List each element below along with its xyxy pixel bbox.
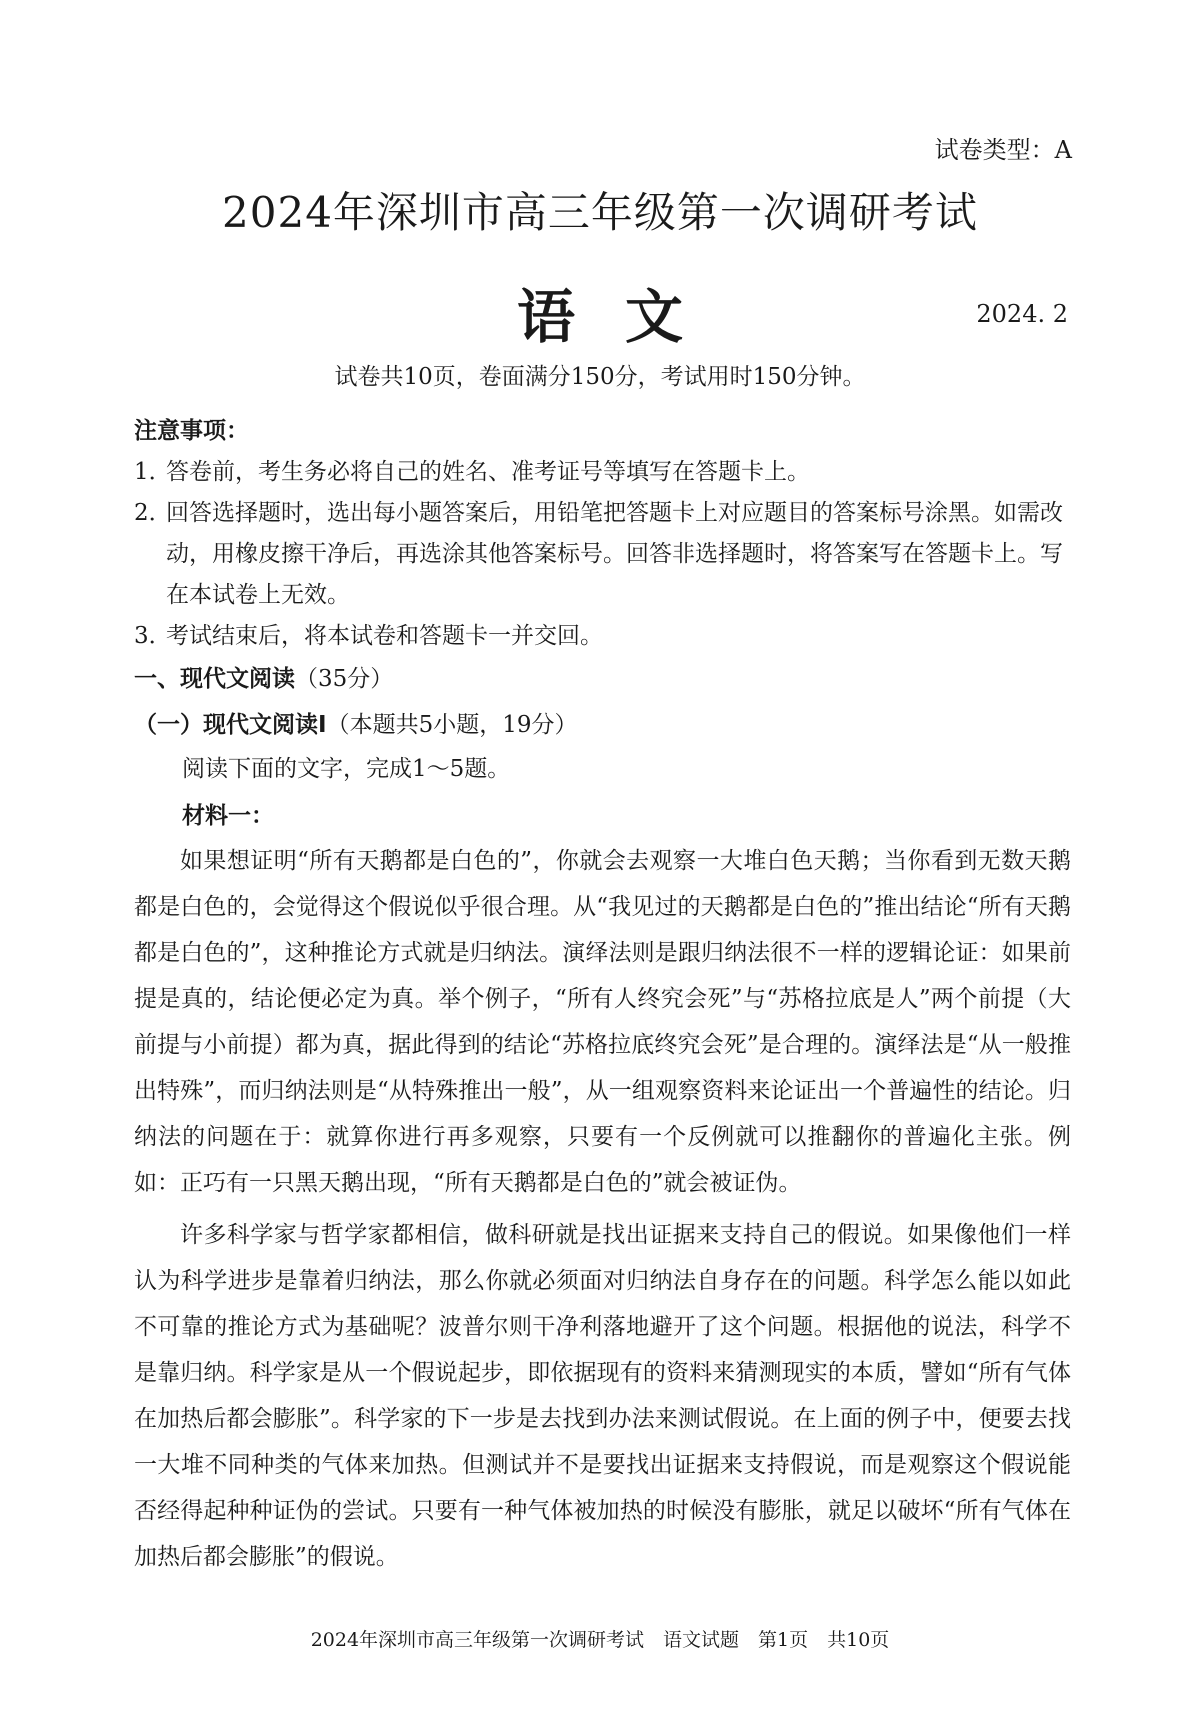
- paper-type: 试卷类型：A: [934, 136, 1072, 164]
- notice-number: 2．: [134, 500, 172, 526]
- notice-list: [134, 452, 1074, 657]
- notice-number: 3．: [134, 623, 172, 649]
- notice-item: [134, 493, 1074, 616]
- passage-paragraph: 许多科学家与哲学家都相信，做科研就是找出证据来支持自己的假说。如果像他们一样认为科学进步是靠着归纳法，那么你就必须面对归纳法自身存在的问题。科学怎么能以如此不可靠的推论方式为基础呢？波普尔则干净利落地避开了这个问题。根据他的说法，科学不是靠归纳。科学家是从一个假说起步，即依据现有的资料来猜测现实的本质，譬如“所有气体在加热后都会膨胀”。科学家的下一步是去找到办法来测试假说。在上面的例子中，便要去找一大堆不同种类的气体来加热。但测试并不是要找出证据来支持假说，而是观察这个假说能否经得起种种证伪的尝试。只要有一种气体被加热的时候没有膨胀，就足以破坏“所有气体在加热后都会膨胀”的假说。: [134, 1222, 1071, 1570]
- notice-title: 注意事项：: [134, 418, 249, 444]
- page-footer: 2024年深圳市高三年级第一次调研考试 语文试题 第1页 共10页: [310, 1629, 890, 1651]
- material-label: 材料一：: [182, 803, 274, 829]
- notice-text: 考试结束后，将本试卷和答题卡一并交回。: [166, 623, 603, 649]
- notice-number: 1．: [134, 459, 172, 485]
- notice-item: [134, 616, 1074, 657]
- subject-title: 语文: [516, 283, 733, 351]
- section-heading: [134, 660, 393, 693]
- passage-paragraph: 如果想证明“所有天鹅都是白色的”，你就会去观察一大堆白色天鹅；当你看到无数天鹅都是白色的，会觉得这个假说似乎很合理。从“我见过的天鹅都是白色的”推出结论“所有天鹅都是白色的”，这种推论方式就是归纳法。演绎法则是跟归纳法很不一样的逻辑论证：如果前提是真的，结论便必定为真。举个例子，“所有人终究会死”与“苏格拉底是人”两个前提（大前提与小前提）都为真，据此得到的结论“苏格拉底终究会死”是合理的。演绎法是“从一般推出特殊”，而归纳法则是“从特殊推出一般”，从一组观察资料来论证出一个普遍性的结论。归纳法的问题在于：就算你进行再多观察，只要有一个反例就可以推翻你的普遍化主张。例如：正巧有一只黑天鹅出现，“所有天鹅都是白色的”就会被证伪。: [134, 848, 1071, 1196]
- section-heading-text: 一、现代文阅读: [134, 666, 295, 692]
- reading-instruction: 阅读下面的文字，完成1～5题。: [182, 756, 511, 782]
- passage-body: [134, 838, 1071, 1586]
- sub-heading-text: （一）现代文阅读I: [134, 712, 327, 738]
- sub-heading-note: （本题共5小题，19分）: [326, 712, 578, 738]
- notice-text: 回答选择题时，选出每小题答案后，用铅笔把答题卡上对应题目的答案标号涂黑。如需改动，用橡皮擦干净后，再选涂其他答案标号。回答非选择题时，将答案写在答题卡上。写在本试卷上无效。: [166, 500, 1063, 608]
- notice-item: [134, 452, 1074, 493]
- exam-title: 2024年深圳市高三年级第一次调研考试: [222, 188, 978, 237]
- section-score: （35分）: [295, 666, 394, 692]
- exam-date: 2024. 2: [976, 300, 1068, 328]
- sub-heading: [134, 706, 577, 739]
- notice-text: 答卷前，考生务必将自己的姓名、准考证号等填写在答题卡上。: [166, 459, 810, 485]
- paper-info: 试卷共10页，卷面满分150分，考试用时150分钟。: [334, 364, 866, 390]
